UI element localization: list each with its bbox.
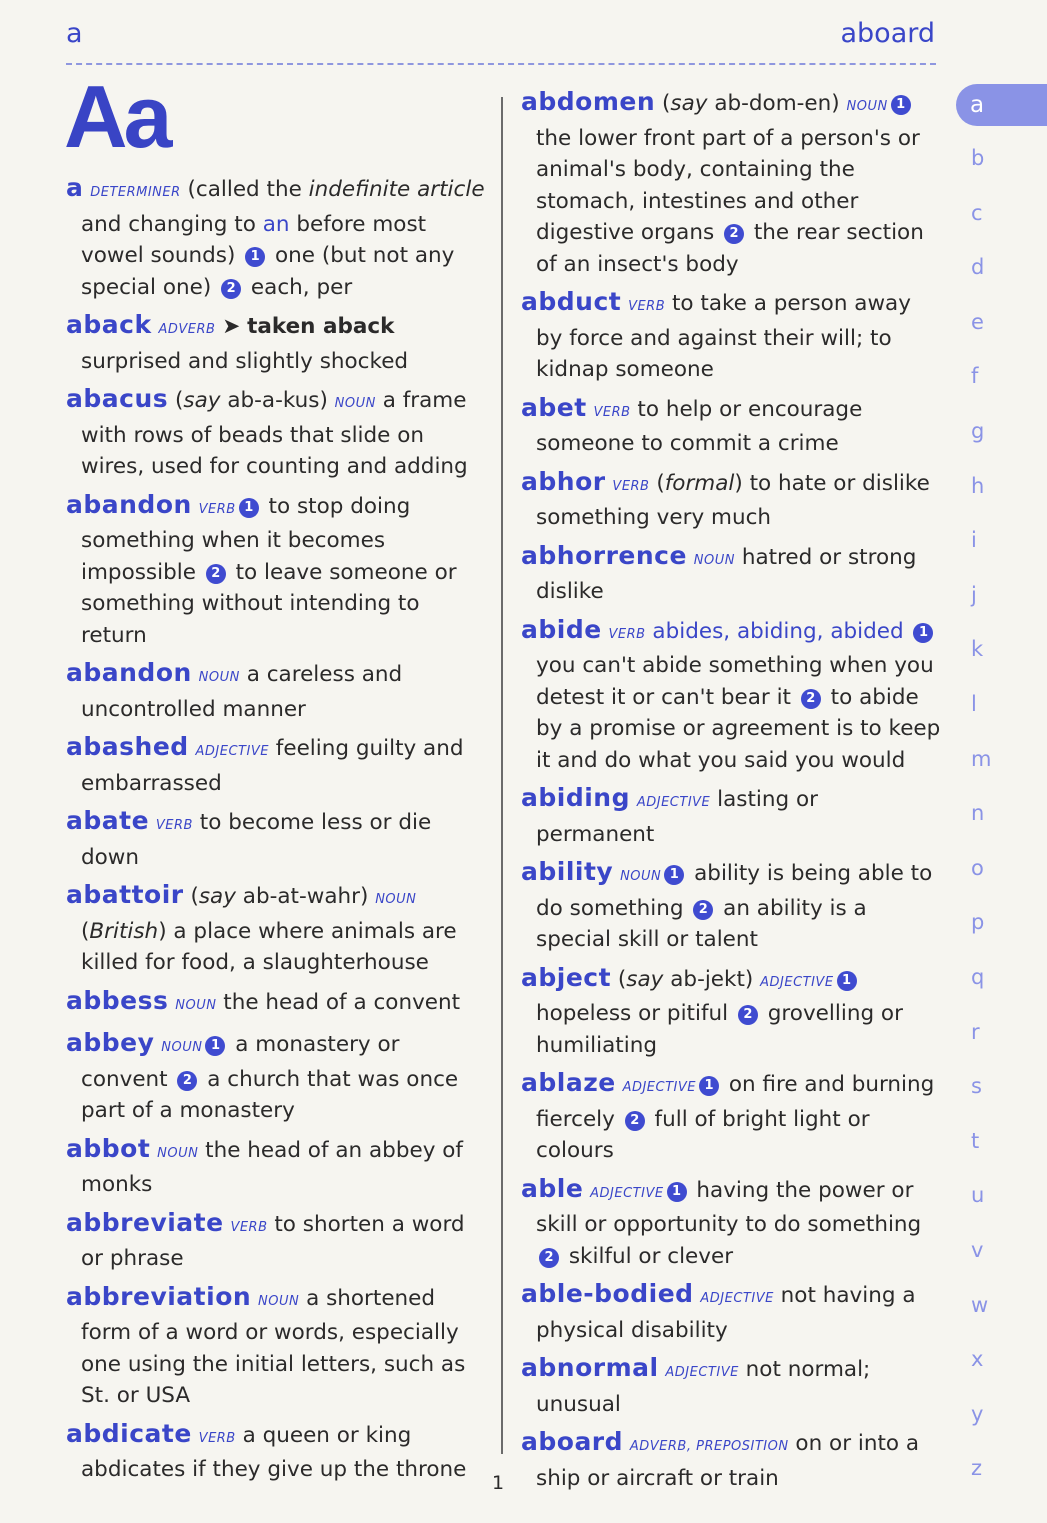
definition-text: ( bbox=[649, 470, 665, 496]
headword: abattoir bbox=[66, 880, 184, 909]
sense-number: 2 bbox=[625, 1111, 645, 1131]
definition-text: on fire and burning fiercely bbox=[536, 1072, 935, 1132]
definition-text: a careless and uncontrolled manner bbox=[81, 662, 403, 722]
definition-text: to stop doing something when it becomes impossible bbox=[81, 493, 411, 585]
thumb-letter-k[interactable]: k bbox=[971, 637, 984, 662]
thumb-letter-o[interactable]: o bbox=[971, 855, 984, 880]
dictionary-entry bbox=[66, 172, 486, 303]
definition-text: lasting or permanent bbox=[536, 787, 818, 847]
part-of-speech: VERB bbox=[628, 299, 666, 314]
part-of-speech: NOUN bbox=[258, 1293, 300, 1309]
label-italic: say bbox=[670, 91, 708, 116]
definition-text: the head of an abbey of monks bbox=[81, 1137, 463, 1197]
cross-reference: abides, abiding, abided bbox=[645, 618, 911, 644]
part-of-speech: ADJECTIVE bbox=[590, 1185, 664, 1201]
headword: abet bbox=[521, 392, 587, 422]
thumb-tab-active[interactable]: a bbox=[956, 84, 1047, 126]
dictionary-entry bbox=[521, 392, 941, 460]
part-of-speech: VERB bbox=[155, 818, 193, 833]
dictionary-entry bbox=[66, 879, 486, 979]
headword: abbreviation bbox=[66, 1281, 252, 1311]
label-italic: say bbox=[626, 966, 664, 992]
part-of-speech: ADJECTIVE bbox=[622, 1080, 696, 1095]
headword: abandon bbox=[66, 489, 192, 519]
part-of-speech: DETERMINER bbox=[90, 185, 181, 200]
definition-text: ( bbox=[174, 388, 184, 413]
headword: abashed bbox=[66, 732, 189, 761]
dictionary-entry bbox=[521, 782, 941, 850]
thumb-letter-l[interactable]: l bbox=[971, 692, 977, 716]
definition-text: having the power or skill or opportunity to do something bbox=[536, 1177, 922, 1237]
definition-text: to shorten a word or phrase bbox=[81, 1211, 465, 1271]
thumb-letter-e[interactable]: e bbox=[971, 309, 984, 334]
part-of-speech: VERB bbox=[230, 1219, 268, 1235]
definition-text: to take a person away by force and against their will; to kidnap someone bbox=[536, 291, 911, 382]
header-rule bbox=[66, 63, 936, 65]
thumb-letter-b[interactable]: b bbox=[971, 146, 985, 170]
headword: abbot bbox=[66, 1133, 151, 1163]
headword: abiding bbox=[521, 783, 630, 812]
headword: a bbox=[66, 173, 84, 202]
label-italic: say bbox=[183, 388, 221, 413]
definition-text: ➤ bbox=[215, 314, 248, 339]
definition-text: a queen or king abdicates if they give up the throne bbox=[81, 1422, 467, 1482]
dictionary-entry bbox=[521, 962, 941, 1062]
sense-number: 1 bbox=[699, 1076, 719, 1096]
headword: abdomen bbox=[521, 87, 656, 116]
dictionary-entry bbox=[66, 1027, 486, 1127]
thumb-letter-w[interactable]: w bbox=[971, 1292, 989, 1317]
thumb-letter-h[interactable]: h bbox=[971, 473, 985, 498]
definition-text: full of bright light or colours bbox=[536, 1106, 870, 1163]
definition-text: ( bbox=[190, 884, 199, 909]
definition-text: not normal; unusual bbox=[536, 1357, 871, 1417]
right-column bbox=[521, 86, 941, 1500]
definition-text: surprised and slightly shocked bbox=[81, 348, 409, 374]
headword: abduct bbox=[521, 287, 622, 316]
part-of-speech: NOUN bbox=[175, 997, 217, 1013]
headword: abacus bbox=[66, 384, 169, 413]
dictionary-entry bbox=[66, 1133, 486, 1201]
thumb-letter-r[interactable]: r bbox=[971, 1019, 980, 1044]
headword: abbreviate bbox=[66, 1207, 224, 1237]
headword: able bbox=[521, 1173, 584, 1203]
definition-text: ( bbox=[81, 918, 90, 944]
definition-text: you can't abide something when you detest it or can't bear it bbox=[536, 653, 934, 710]
definition-text: to leave someone or something without intending to return bbox=[81, 559, 457, 648]
definition-text: the head of a convent bbox=[216, 989, 461, 1015]
part-of-speech: ADVERB, PREPOSITION bbox=[629, 1439, 789, 1454]
headword: abhor bbox=[521, 466, 606, 496]
sense-number: 1 bbox=[913, 623, 933, 643]
thumb-letter-u[interactable]: u bbox=[971, 1183, 985, 1208]
part-of-speech: NOUN bbox=[198, 670, 240, 685]
part-of-speech: NOUN bbox=[334, 396, 376, 411]
part-of-speech: NOUN bbox=[620, 869, 662, 884]
definition-text: ( bbox=[617, 966, 627, 992]
dictionary-entry bbox=[521, 1352, 941, 1420]
part-of-speech: NOUN bbox=[157, 1145, 199, 1161]
label-italic: indefinite article bbox=[308, 177, 485, 202]
definition-text: the lower front part of a person's or animal's body, containing the stomach, intestines and other digestive organs bbox=[536, 125, 920, 245]
thumb-letter-m[interactable]: m bbox=[971, 746, 992, 771]
thumb-letter-x[interactable]: x bbox=[971, 1347, 984, 1372]
sense-number: 1 bbox=[891, 95, 911, 115]
label-italic: say bbox=[198, 884, 236, 909]
part-of-speech: NOUN bbox=[693, 552, 735, 568]
headword: abnormal bbox=[521, 1353, 659, 1382]
headword: abject bbox=[521, 962, 612, 992]
thumb-letter-d[interactable]: d bbox=[971, 255, 985, 280]
definition-text: ab-jekt) bbox=[663, 966, 761, 992]
headword: able-bodied bbox=[521, 1279, 694, 1308]
thumb-letter-y[interactable]: y bbox=[971, 1401, 984, 1426]
headword: abate bbox=[66, 806, 150, 835]
definition-text: grovelling or humiliating bbox=[536, 1001, 903, 1058]
sense-number: 2 bbox=[693, 900, 713, 920]
dictionary-entry bbox=[66, 1418, 486, 1486]
sense-number: 1 bbox=[837, 971, 857, 991]
sense-number: 2 bbox=[206, 564, 226, 584]
dictionary-entry bbox=[521, 1067, 941, 1167]
dictionary-entry bbox=[521, 856, 941, 956]
thumb-letter-t[interactable]: t bbox=[971, 1128, 980, 1153]
part-of-speech: VERB bbox=[198, 1430, 236, 1446]
part-of-speech: ADJECTIVE bbox=[700, 1291, 774, 1306]
definition-text: on or into a ship or aircraft or train bbox=[536, 1431, 920, 1491]
dictionary-entry bbox=[66, 383, 486, 483]
sense-number: 1 bbox=[239, 498, 259, 518]
left-column bbox=[66, 172, 486, 1492]
thumb-letter-n[interactable]: n bbox=[971, 801, 985, 826]
definition-text: feeling guilty and embarrassed bbox=[81, 736, 464, 796]
sense-number: 2 bbox=[738, 1005, 758, 1025]
part-of-speech: VERB bbox=[198, 501, 236, 517]
part-of-speech: ADJECTIVE bbox=[636, 795, 711, 810]
running-head-right: aboard bbox=[840, 18, 935, 49]
thumb-letter-v[interactable]: v bbox=[971, 1238, 984, 1262]
sense-number: 2 bbox=[177, 1071, 197, 1091]
definition-text: the rear section of an insect's body bbox=[536, 220, 924, 277]
thumb-letter-i[interactable]: i bbox=[971, 528, 977, 553]
sense-number: 1 bbox=[245, 247, 265, 267]
dictionary-entry bbox=[66, 731, 486, 799]
dictionary-entry bbox=[66, 1281, 486, 1412]
thumb-letter-c[interactable]: c bbox=[971, 200, 983, 225]
phrase: taken aback bbox=[247, 314, 395, 339]
definition-text: ab-dom-en) bbox=[707, 91, 847, 116]
definition-text: ability is being able to do something bbox=[536, 861, 933, 921]
page-number: 1 bbox=[492, 1472, 505, 1494]
dictionary-entry bbox=[66, 489, 486, 652]
thumb-letter-z[interactable]: z bbox=[971, 1456, 983, 1481]
dictionary-entry bbox=[521, 614, 941, 777]
headword: ability bbox=[521, 857, 614, 886]
headword: abide bbox=[521, 614, 602, 644]
dictionary-entry bbox=[521, 1426, 941, 1494]
headword: aboard bbox=[521, 1427, 624, 1456]
running-head-left: a bbox=[66, 18, 83, 49]
definition-text: ) a place where animals are killed for food, a slaughterhouse bbox=[81, 918, 457, 975]
part-of-speech: VERB bbox=[612, 478, 650, 494]
definition-text: an ability is a special skill or talent bbox=[536, 895, 867, 952]
part-of-speech: NOUN bbox=[846, 99, 888, 114]
definition-text: and changing to bbox=[81, 211, 263, 237]
dictionary-entry bbox=[521, 540, 941, 608]
definition-text: not having a physical disability bbox=[536, 1283, 916, 1343]
sense-number: 2 bbox=[801, 689, 821, 709]
thumb-letter-f[interactable]: f bbox=[971, 364, 979, 389]
part-of-speech: VERB bbox=[608, 626, 646, 642]
thumb-letter-p[interactable]: p bbox=[971, 910, 985, 935]
dictionary-entry bbox=[66, 657, 486, 725]
part-of-speech: VERB bbox=[593, 404, 631, 420]
definition-text: a church that was once part of a monastery bbox=[81, 1066, 459, 1123]
part-of-speech: ADVERB bbox=[158, 322, 216, 337]
dictionary-entry bbox=[66, 805, 486, 873]
thumb-letter-q[interactable]: q bbox=[971, 965, 985, 989]
definition-text: a monastery or convent bbox=[81, 1032, 400, 1092]
sense-number: 1 bbox=[667, 1182, 687, 1202]
definition-text: ) to hate or dislike something very much bbox=[536, 470, 930, 530]
label-italic: formal bbox=[664, 470, 735, 496]
definition-text: (called the bbox=[180, 177, 309, 202]
definition-text: a frame with rows of beads that slide on wires, used for counting and adding bbox=[81, 388, 468, 479]
section-letter: Aa bbox=[64, 67, 169, 166]
sense-number: 1 bbox=[205, 1036, 225, 1056]
definition-text: to become less or die down bbox=[81, 810, 432, 870]
definition-text: one (but not any special one) bbox=[81, 243, 455, 300]
part-of-speech: ADJECTIVE bbox=[195, 744, 269, 759]
part-of-speech: ADJECTIVE bbox=[665, 1365, 739, 1380]
headword: abhorrence bbox=[521, 540, 687, 570]
headword: ablaze bbox=[521, 1068, 616, 1097]
headword: abdicate bbox=[66, 1418, 192, 1448]
sense-number: 2 bbox=[221, 279, 241, 299]
thumb-letter-j[interactable]: j bbox=[971, 582, 977, 607]
sense-number: 2 bbox=[724, 224, 744, 244]
definition-text: a shortened form of a word or words, especially one using the initial letters, such as St. or USA bbox=[81, 1285, 466, 1408]
dictionary-entry bbox=[66, 1207, 486, 1275]
dictionary-entry bbox=[521, 1278, 941, 1346]
column-divider bbox=[501, 97, 503, 1454]
dictionary-entry bbox=[521, 86, 941, 280]
part-of-speech: NOUN bbox=[161, 1040, 203, 1055]
cross-reference: an bbox=[262, 211, 290, 237]
dictionary-entry bbox=[66, 985, 486, 1022]
dictionary-entry bbox=[521, 286, 941, 386]
definition-text: each, per bbox=[244, 274, 353, 300]
thumb-letter-g[interactable]: g bbox=[971, 419, 985, 443]
definition-text: hatred or strong dislike bbox=[536, 544, 917, 604]
dictionary-entry bbox=[66, 309, 486, 377]
label-italic: British bbox=[89, 918, 159, 944]
part-of-speech: NOUN bbox=[375, 892, 417, 907]
definition-text: ab-a-kus) bbox=[220, 388, 335, 413]
definition-text: ab-at-wahr) bbox=[235, 884, 376, 909]
definition-text: to abide by a promise or agreement is to keep it and do what you said you would bbox=[536, 684, 941, 773]
dictionary-entry bbox=[521, 1173, 941, 1273]
sense-number: 2 bbox=[539, 1248, 559, 1268]
part-of-speech: ADJECTIVE bbox=[760, 974, 834, 990]
dictionary-entry bbox=[521, 466, 941, 534]
sense-number: 1 bbox=[664, 865, 684, 885]
headword: abbey bbox=[66, 1028, 155, 1057]
definition-text: before most vowel sounds) bbox=[81, 211, 427, 268]
definition-text: hopeless or pitiful bbox=[536, 1001, 735, 1026]
definition-text: ( bbox=[661, 91, 671, 116]
headword: abandon bbox=[66, 658, 192, 687]
headword: abbess bbox=[66, 985, 169, 1015]
thumb-letter-s[interactable]: s bbox=[971, 1074, 982, 1099]
definition-text: to help or encourage someone to commit a crime bbox=[536, 396, 863, 456]
headword: aback bbox=[66, 310, 152, 339]
definition-text: skilful or clever bbox=[562, 1243, 734, 1269]
